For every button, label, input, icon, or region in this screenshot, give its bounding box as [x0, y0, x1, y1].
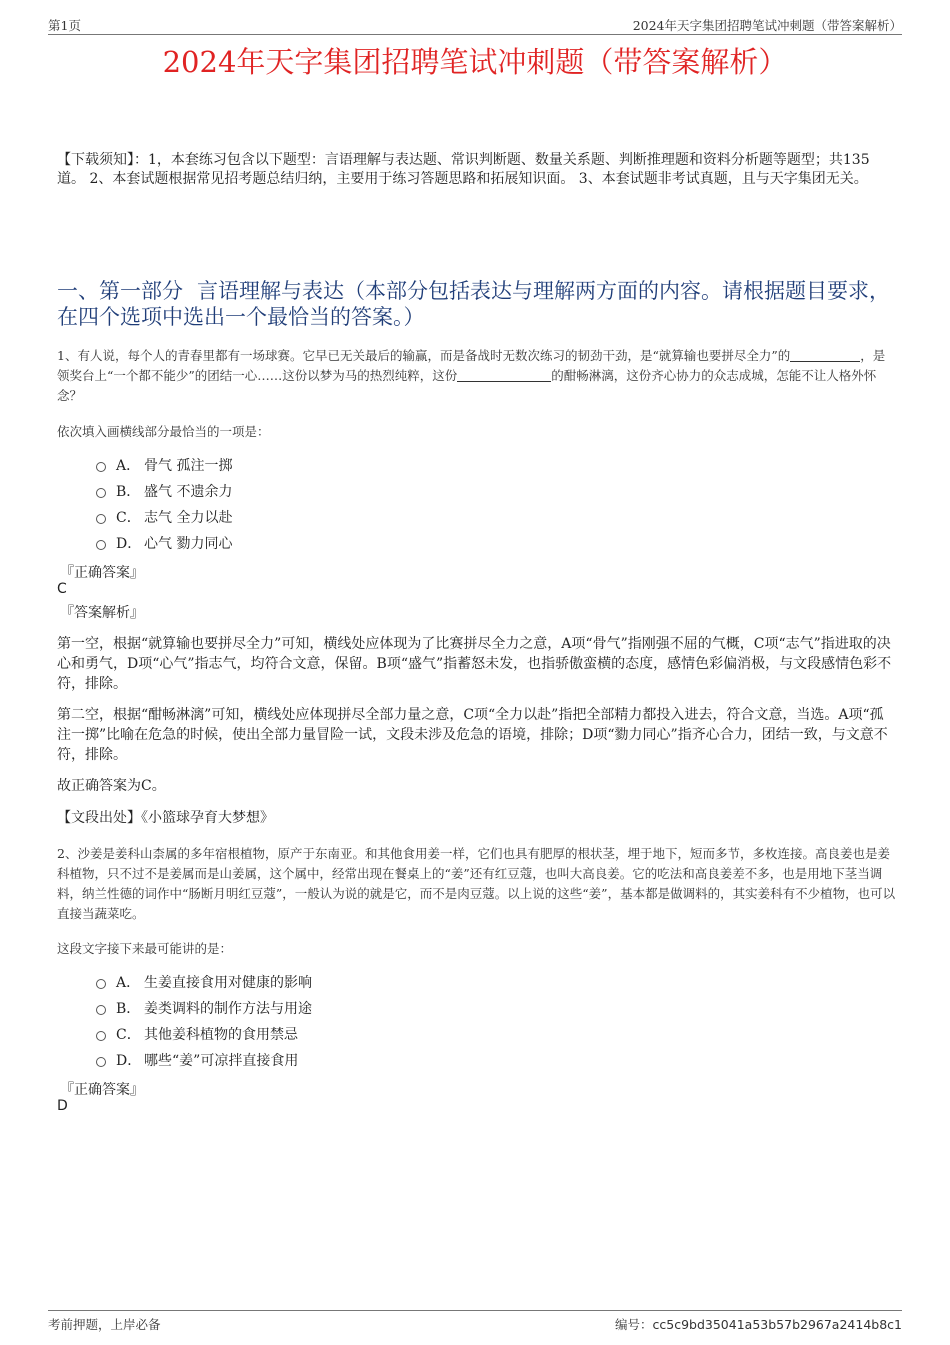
- radio-button-icon[interactable]: [96, 514, 106, 524]
- document-title: 2024年天字集团招聘笔试冲刺题（带答案解析）: [162, 45, 788, 79]
- question-1-correct-answer-label: 『正确答案』: [60, 565, 144, 581]
- question-1-option-c[interactable]: [96, 508, 496, 528]
- fill-blank-1: [790, 348, 860, 362]
- question-2-answer: D: [57, 1098, 68, 1114]
- option-text: 哪些“姜”可凉拌直接食用: [144, 1053, 299, 1069]
- footer-slogan: 考前押题，上岸必备: [48, 1317, 161, 1332]
- fill-blank-2: [457, 368, 551, 382]
- header-doc-title: 2024年天字集团招聘笔试冲刺题（带答案解析）: [632, 18, 902, 33]
- radio-button-icon[interactable]: [96, 1005, 106, 1015]
- option-letter: C．: [116, 510, 141, 526]
- question-2-option-d[interactable]: [96, 1051, 496, 1071]
- option-letter: B．: [116, 1001, 141, 1017]
- question-1-option-b[interactable]: [96, 482, 496, 502]
- question-1-stem: [57, 346, 897, 406]
- option-text: 盛气 不遗余力: [144, 484, 233, 500]
- question-2-option-b[interactable]: [96, 999, 496, 1019]
- option-text: 生姜直接食用对健康的影响: [144, 975, 312, 991]
- option-letter: C．: [116, 1027, 141, 1043]
- page-number: 第1页: [48, 18, 81, 33]
- option-letter: D．: [116, 536, 142, 552]
- question-1-analysis-1: 第一空，根据“就算输也要拼尽全力”可知，横线处应体现为了比赛拼尽全力之意，A项“骨气”指刚强不屈的气概，C项“志气”指进取的决心和勇气，D项“心气”指志气，均符合文意，保留。B项“盛气”指蓄怒未发，也指骄傲蛮横的态度，感情色彩偏消极，与文段感情色彩不符，排除。: [57, 636, 892, 692]
- option-letter: D．: [116, 1053, 142, 1069]
- question-2-stem: 2、沙姜是姜科山柰属的多年宿根植物，原产于东南亚。和其他食用姜一样，它们也具有肥厚的根状茎，埋于地下，短而多节，多枚连接。高良姜也是姜科植物，只不过不是姜属而是山姜属，这个属中，经常出现在餐桌上的“姜”还有红豆蔻，也叫大高良姜。它的吃法和高良姜差不多，也是用地下茎当调料，纳兰性德的词作中“肠断月明红豆蔻”，一般认为说的就是它，而不是肉豆蔻。以上说的这些“姜”，基本都是做调料的，其实姜科有不少植物，也可以直接当蔬菜吃。: [57, 846, 896, 921]
- question-1-stem-part-a: 1、有人说，每个人的青春里都有一场球赛。它早已无关最后的输赢，而是备战时无数次练习的韧劲干劲，是“就算输也要拼尽全力”的: [57, 348, 791, 363]
- question-1-answer: C: [57, 581, 67, 597]
- radio-button-icon[interactable]: [96, 979, 106, 989]
- radio-button-icon[interactable]: [96, 1031, 106, 1041]
- section-title: 言语理解与表达（本部分包括表达与理解两方面的内容。请根据题目要求，在四个选项中选出一个最恰当的答案。）: [57, 279, 890, 329]
- footer-code-value: cc5c9bd35041a53b57b2967a2414b8c1: [652, 1317, 902, 1332]
- footer-code-label: 编号：: [614, 1317, 653, 1332]
- question-2-correct-answer-label: 『正确答案』: [60, 1082, 144, 1098]
- option-letter: A．: [116, 975, 141, 991]
- download-notice: 【下载须知】：1，本套练习包含以下题型：言语理解与表达题、常识判断题、数量关系题、判断推理题和资料分析题等题型；共135道。 2、本套试题根据常见招考题总结归纳，主要用于练习答题思路和拓展知识面。 3、本套试题非考试真题，且与天字集团无关。: [57, 152, 870, 187]
- radio-button-icon[interactable]: [96, 540, 106, 550]
- question-1-option-a[interactable]: [96, 456, 496, 476]
- radio-button-icon[interactable]: [96, 462, 106, 472]
- question-1-option-d[interactable]: [96, 534, 496, 554]
- question-1-conclusion: 故正确答案为C。: [57, 778, 166, 794]
- section-heading: [57, 278, 897, 330]
- radio-button-icon[interactable]: [96, 1057, 106, 1067]
- question-1-analysis-2: 第二空，根据“酣畅淋漓”可知，横线处应体现拼尽全部力量之意，C项“全力以赴”指把全部精力都投入进去，符合文意，当选。A项“孤注一掷”比喻在危急的时候，使出全部力量冒险一试，文段未涉及危急的语境，排除；D项“勠力同心”指齐心合力，团结一致，与文意不符，排除。: [57, 707, 888, 763]
- question-1-analysis-label: 『答案解析』: [60, 605, 144, 621]
- radio-button-icon[interactable]: [96, 488, 106, 498]
- question-1-stem-part-c: 的酣畅淋漓，这份齐心协力的众志成城，怎能不让人格外怀念？: [57, 368, 877, 403]
- footer-code: [615, 1315, 902, 1333]
- page-header: [48, 14, 902, 35]
- section-number: 一、第一部分: [57, 279, 183, 303]
- page-footer: [48, 1310, 902, 1335]
- question-2-option-a[interactable]: [96, 973, 496, 993]
- question-1-source: 【文段出处】《小篮球孕育大梦想》: [57, 810, 274, 826]
- question-2-prompt: 这段文字接下来最可能讲的是：: [57, 941, 233, 956]
- question-2-option-c[interactable]: [96, 1025, 496, 1045]
- option-text: 心气 勠力同心: [144, 536, 233, 552]
- option-letter: A．: [116, 458, 141, 474]
- question-1-stem-part-b: ，是领奖台上“一个都不能少”的团结一心……这份以梦为马的热烈纯粹，这份: [57, 348, 886, 383]
- option-text: 骨气 孤注一掷: [144, 458, 233, 474]
- option-text: 姜类调料的制作方法与用途: [144, 1001, 312, 1017]
- option-text: 其他姜科植物的食用禁忌: [144, 1027, 298, 1043]
- option-letter: B．: [116, 484, 141, 500]
- option-text: 志气 全力以赴: [144, 510, 233, 526]
- question-1-prompt: 依次填入画横线部分最恰当的一项是：: [57, 424, 270, 439]
